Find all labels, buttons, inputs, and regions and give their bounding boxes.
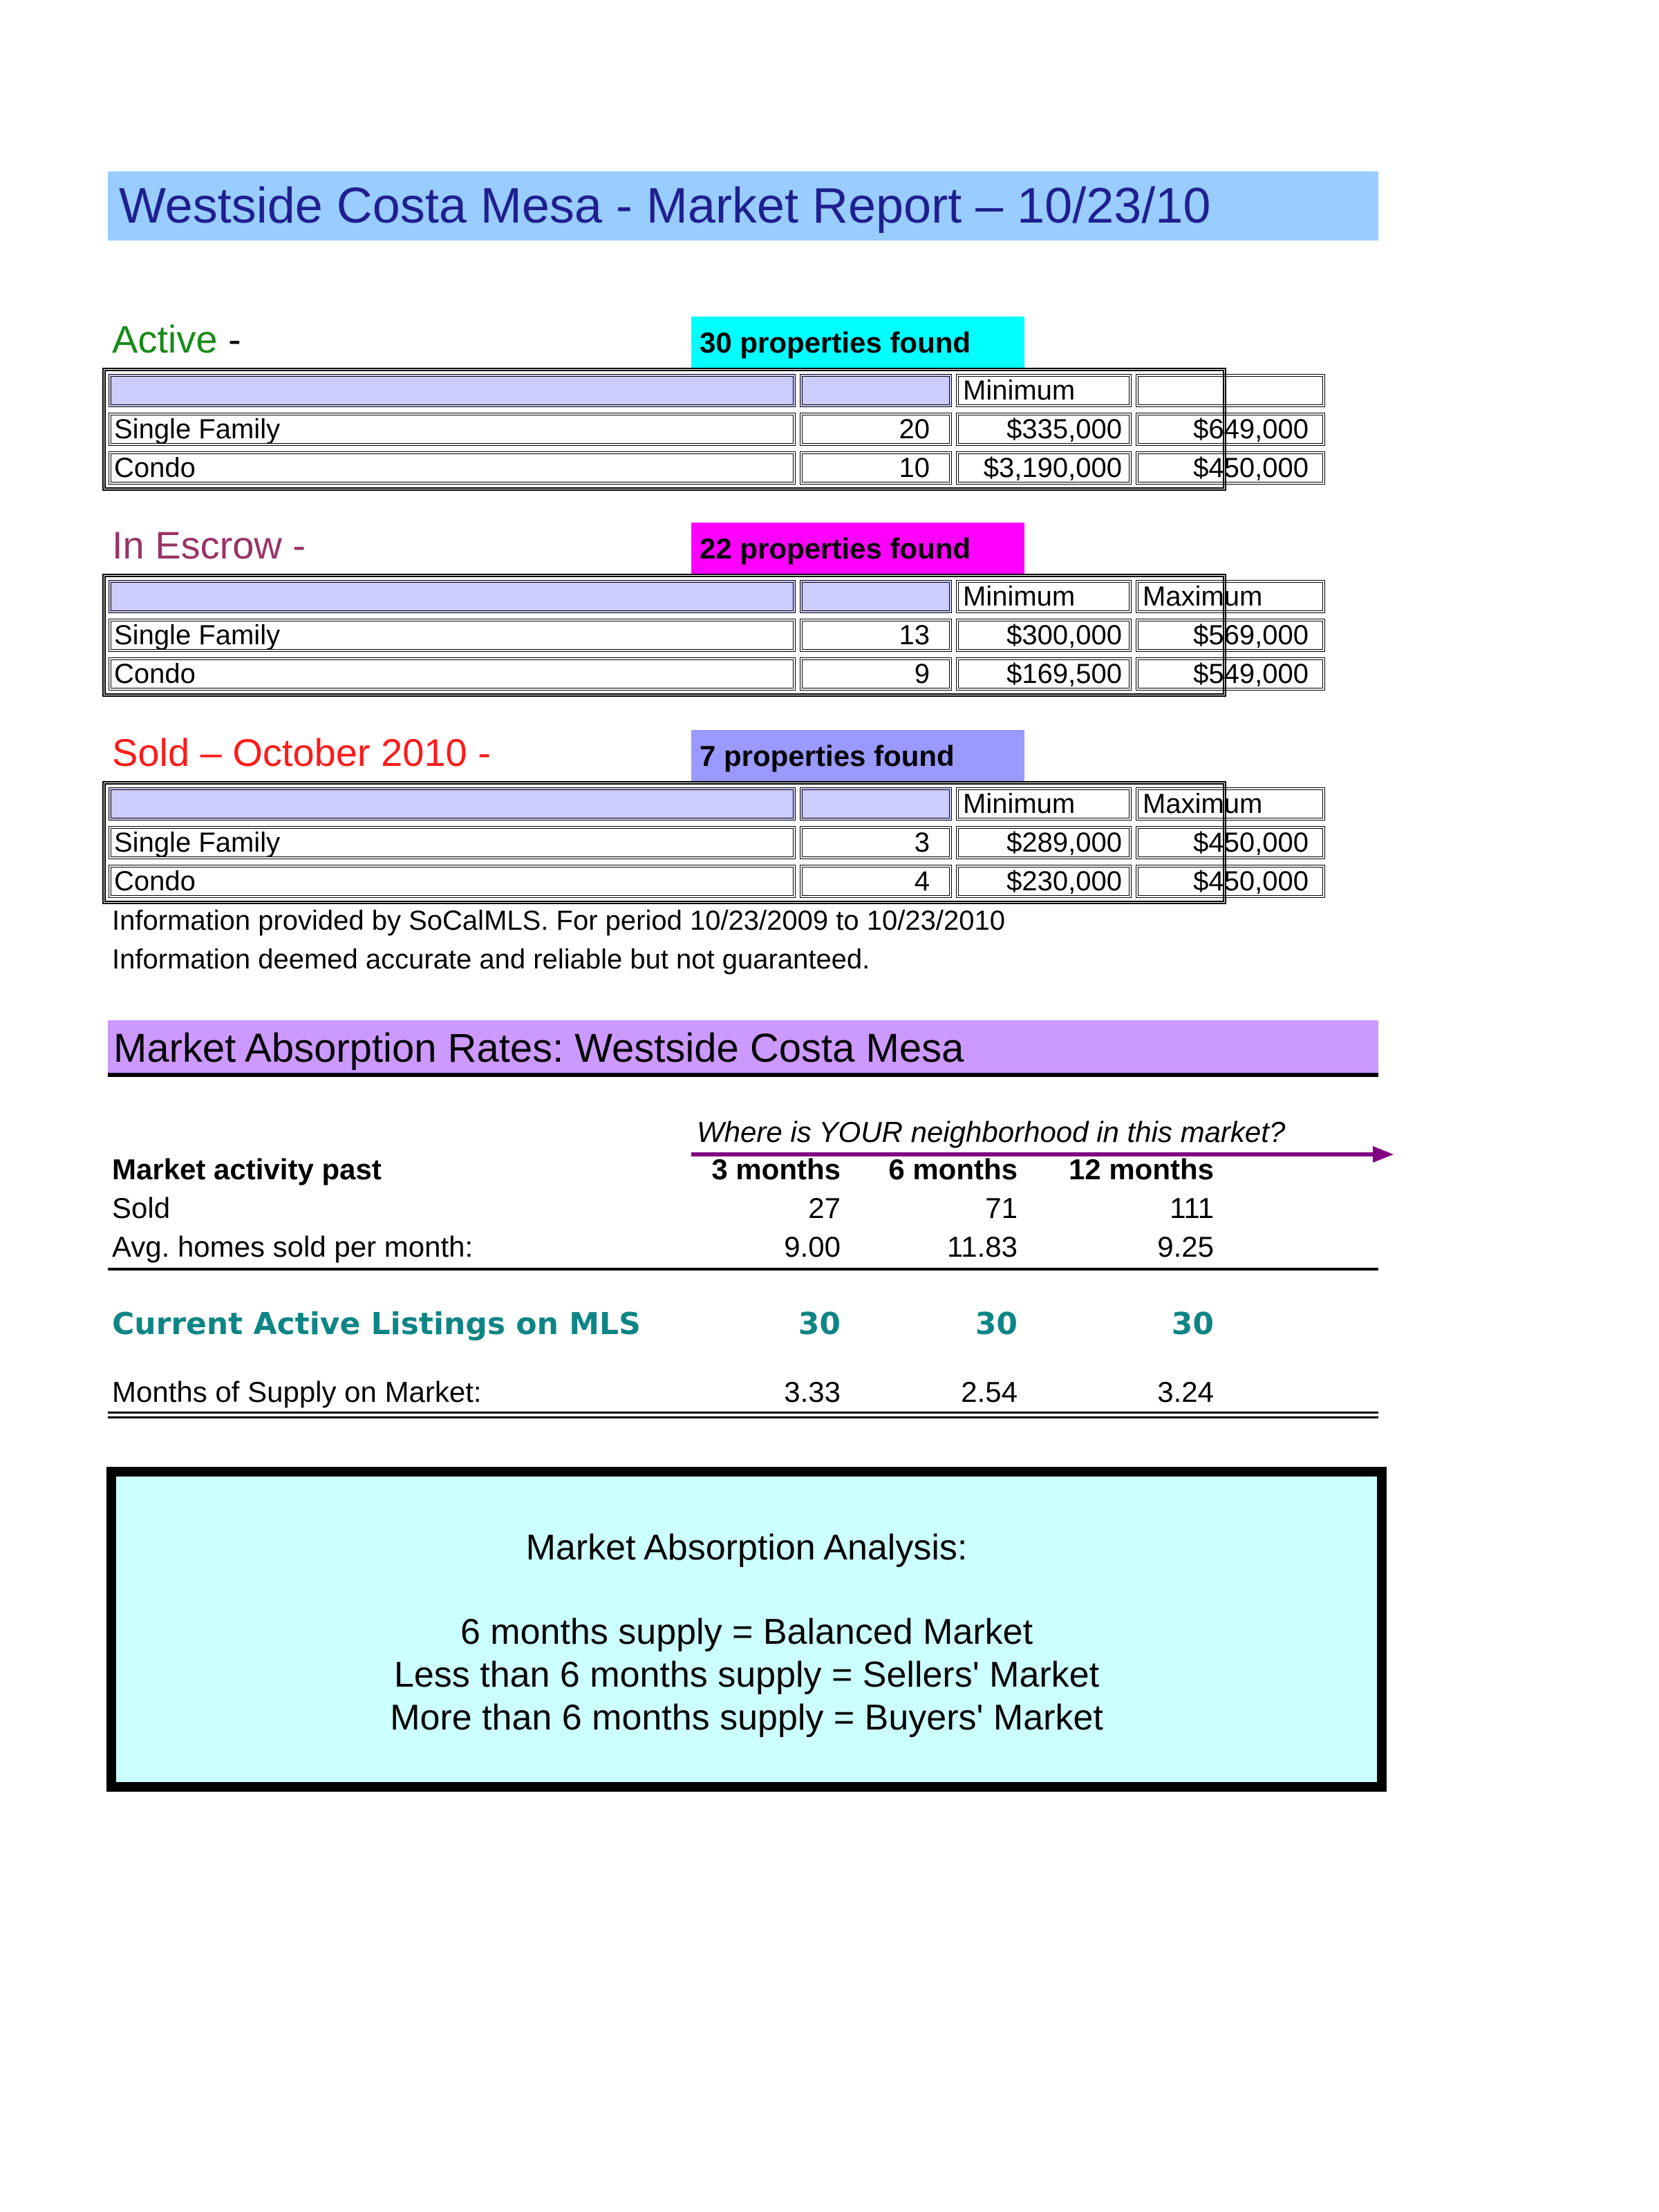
source-note: Information provided by SoCalMLS. For period 10/23/2009 to 10/23/2010	[112, 906, 1005, 936]
cell-count: 20	[800, 413, 952, 446]
active-label-main: Active	[112, 317, 218, 361]
active-12-months: 30	[1171, 1306, 1214, 1342]
cell-type: Condo	[109, 865, 796, 898]
cell-min: $169,500	[956, 657, 1132, 691]
cell-max: $450,000	[1136, 451, 1325, 485]
cell-type: Condo	[109, 451, 796, 485]
cell-min: $230,000	[956, 865, 1132, 898]
table-row	[106, 657, 1309, 693]
period-12-months: 12 months	[1068, 1153, 1214, 1185]
table-row	[106, 619, 1309, 655]
section-label-sold: Sold – October 2010 -	[112, 731, 491, 774]
analysis-heading: Market Absorption Analysis:	[525, 1528, 968, 1568]
header-cell-minimum: Minimum	[956, 580, 1132, 613]
supply-12-months: 3.24	[1157, 1376, 1214, 1408]
header-cell-type	[109, 580, 796, 613]
cell-type: Condo	[109, 657, 796, 691]
table-header-row	[106, 374, 1223, 410]
supply-6-months: 2.54	[961, 1376, 1018, 1408]
cell-max: $450,000	[1136, 826, 1325, 859]
header-cell-count	[800, 787, 952, 821]
period-6-months: 6 months	[888, 1153, 1018, 1185]
sold-table	[102, 781, 1309, 904]
header-cell-type	[109, 374, 796, 407]
escrow-found-badge: 22 properties found	[691, 523, 1024, 575]
avg-3-months: 9.00	[784, 1230, 841, 1263]
cell-type: Single Family	[109, 413, 796, 446]
active-6-months: 30	[975, 1306, 1018, 1342]
cell-count: 10	[800, 451, 952, 485]
table-header-row	[106, 787, 1263, 823]
header-cell-maximum: Maximum	[1136, 787, 1325, 821]
avg-sold-label: Avg. homes sold per month:	[112, 1230, 474, 1263]
header-cell-maximum	[1136, 374, 1325, 407]
analysis-box	[106, 1467, 1387, 1792]
cell-min: $300,000	[956, 619, 1132, 652]
cell-max: $450,000	[1136, 865, 1325, 898]
active-label-dash: -	[217, 317, 241, 361]
escrow-table	[102, 574, 1309, 697]
sold-found-badge: 7 properties found	[691, 730, 1024, 782]
neighborhood-question: Where is YOUR neighborhood in this market?	[697, 1116, 1286, 1148]
cell-max: $549,000	[1136, 657, 1325, 691]
supply-label: Months of Supply on Market:	[112, 1376, 482, 1408]
table-row	[106, 451, 1309, 487]
double-divider	[108, 1412, 1378, 1418]
active-listings-label: Current Active Listings on MLS	[112, 1306, 641, 1342]
sold-label: Sold	[112, 1192, 171, 1224]
active-table	[102, 368, 1309, 491]
sold-6-months: 71	[985, 1192, 1018, 1224]
divider	[108, 1268, 1378, 1271]
header-cell-count	[800, 374, 952, 407]
cell-type: Single Family	[109, 619, 796, 652]
header-cell-type	[109, 787, 796, 821]
cell-count: 3	[800, 826, 952, 859]
header-cell-minimum: Minimum	[956, 374, 1132, 407]
cell-min: $335,000	[956, 413, 1132, 446]
cell-count: 13	[800, 619, 952, 652]
table-row	[106, 865, 1309, 901]
section-label-active	[112, 317, 241, 362]
header-cell-maximum: Maximum	[1136, 580, 1325, 613]
table-row	[106, 413, 1309, 449]
disclaimer-note: Information deemed accurate and reliable but not guaranteed.	[112, 944, 870, 975]
header-cell-count	[800, 580, 952, 613]
avg-12-months: 9.25	[1157, 1230, 1214, 1263]
header-cell-minimum: Minimum	[956, 787, 1132, 821]
cell-count: 4	[800, 865, 952, 898]
table-header-row	[106, 580, 1263, 616]
cell-min: $3,190,000	[956, 451, 1132, 485]
supply-3-months: 3.33	[784, 1376, 841, 1408]
activity-label: Market activity past	[112, 1153, 382, 1185]
absorption-title: Market Absorption Rates: Westside Costa Mesa	[108, 1020, 1378, 1077]
period-3-months: 3 months	[711, 1153, 841, 1185]
analysis-line-balanced: 6 months supply = Balanced Market	[460, 1612, 1033, 1652]
cell-min: $289,000	[956, 826, 1132, 859]
cell-max: $569,000	[1136, 619, 1325, 652]
active-3-months: 30	[798, 1306, 841, 1342]
active-found-badge: 30 properties found	[691, 317, 1024, 369]
analysis-line-sellers: Less than 6 months supply = Sellers' Market	[393, 1655, 1100, 1695]
avg-6-months: 11.83	[947, 1230, 1018, 1263]
section-label-escrow: In Escrow -	[112, 523, 306, 567]
cell-max: $649,000	[1136, 413, 1325, 446]
sold-3-months: 27	[808, 1192, 841, 1224]
sold-12-months: 111	[1170, 1192, 1214, 1224]
page-title: Westside Costa Mesa - Market Report – 10/23/10	[108, 171, 1378, 241]
cell-type: Single Family	[109, 826, 796, 859]
analysis-line-buyers: More than 6 months supply = Buyers' Market	[390, 1698, 1103, 1738]
table-row	[106, 826, 1309, 862]
cell-count: 9	[800, 657, 952, 691]
